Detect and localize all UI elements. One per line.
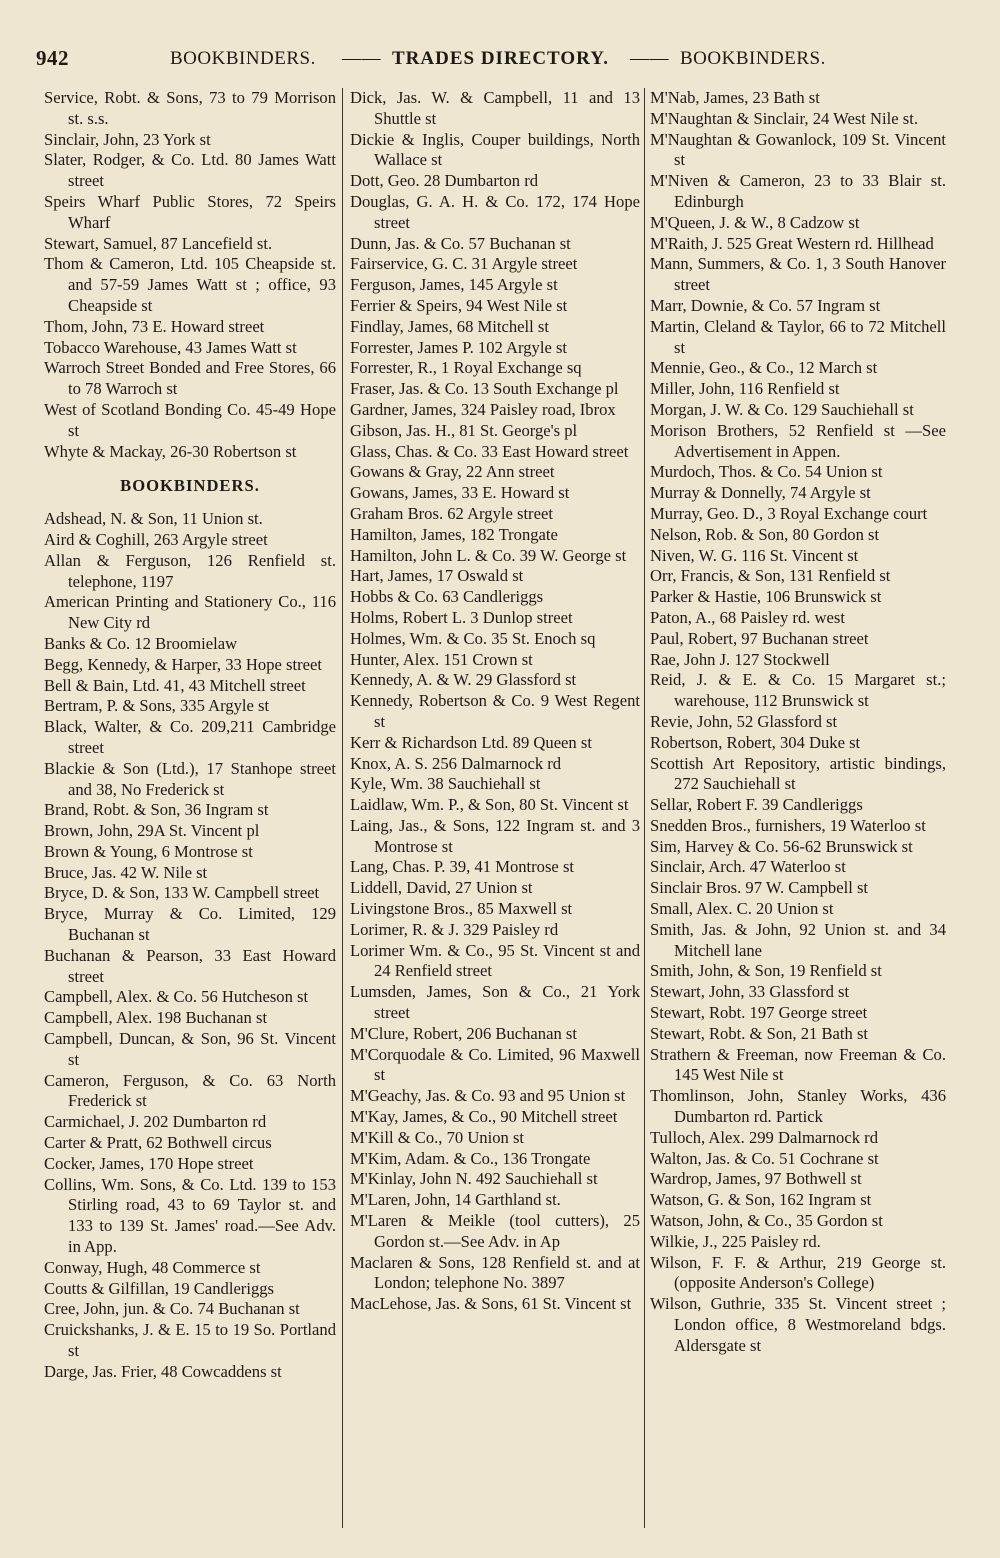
directory-entry: Campbell, Alex. & Co. 56 Hutcheson st: [44, 987, 309, 1007]
directory-entry: Sinclair, John, 23 York st: [44, 129, 211, 149]
directory-entry: Carter & Pratt, 62 Bothwell circus: [44, 1133, 272, 1153]
directory-entry: Knox, A. S. 256 Dalmarnock rd: [350, 753, 562, 773]
page-header: [36, 44, 966, 84]
directory-entry: M'Kill & Co., 70 Union st: [350, 1127, 525, 1147]
directory-entry: Tulloch, Alex. 299 Dalmarnock rd: [650, 1127, 878, 1147]
directory-entry: Thom & Cameron, Ltd. 105 Cheapside st. and 57-59 James Watt st ; office, 93 Cheapside st: [44, 254, 336, 315]
directory-entry: Lumsden, James, Son & Co., 21 York street: [350, 982, 640, 1023]
directory-entry: Dick, Jas. W. & Campbell, 11 and 13 Shuttle st: [350, 88, 640, 128]
header-dash-right: ——: [630, 48, 669, 69]
directory-entry: Graham Bros. 62 Argyle street: [350, 503, 553, 523]
directory-entry: Slater, Rodger, & Co. Ltd. 80 James Watt street: [44, 150, 336, 191]
directory-entry: Hart, James, 17 Oswald st: [350, 566, 524, 586]
directory-entry: Reid, J. & E. & Co. 15 Margaret st.; warehouse, 112 Brunswick st: [650, 670, 946, 711]
directory-entry: Sinclair, Arch. 47 Waterloo st: [650, 857, 846, 877]
directory-entry: Smith, John, & Son, 19 Renfield st: [650, 961, 882, 981]
directory-entry: Conway, Hugh, 48 Commerce st: [44, 1257, 261, 1277]
directory-entry: Watson, John, & Co., 35 Gordon st: [650, 1211, 883, 1231]
directory-entry: Lorimer Wm. & Co., 95 St. Vincent st and 24 Renfield street: [350, 940, 640, 981]
column-3: [650, 88, 946, 1357]
directory-entry: Morgan, J. W. & Co. 129 Sauchiehall st: [650, 399, 914, 419]
directory-entry: Cruickshanks, J. & E. 15 to 19 So. Portland st: [44, 1320, 336, 1361]
directory-entry: M'Clure, Robert, 206 Buchanan st: [350, 1023, 577, 1043]
directory-entry: M'Kim, Adam. & Co., 136 Trongate: [350, 1148, 591, 1168]
directory-entry: Sellar, Robert F. 39 Candleriggs: [650, 795, 863, 815]
directory-entry: Laing, Jas., & Sons, 122 Ingram st. and 3 Montrose st: [350, 815, 640, 856]
directory-entry: Hamilton, John L. & Co. 39 W. George st: [350, 545, 627, 565]
directory-entry: M'Naughtan & Gowanlock, 109 St. Vincent st: [650, 129, 946, 170]
directory-entry: Brand, Robt. & Son, 36 Ingram st: [44, 800, 269, 820]
directory-entry: Dunn, Jas. & Co. 57 Buchanan st: [350, 233, 571, 253]
directory-entry: M'Raith, J. 525 Great Western rd. Hillhead: [650, 233, 934, 253]
directory-entry: Speirs Wharf Public Stores, 72 Speirs Wharf: [44, 191, 336, 232]
directory-entry: M'Laren & Meikle (tool cutters), 25 Gordon st.—See Adv. in Ap: [350, 1211, 640, 1251]
directory-entry: Bryce, Murray & Co. Limited, 129 Buchanan st: [44, 904, 336, 945]
directory-entry: Orr, Francis, & Son, 131 Renfield st: [650, 566, 891, 586]
directory-entry: Cocker, James, 170 Hope street: [44, 1153, 254, 1173]
directory-entry: Smith, Jas. & John, 92 Union st. and 34 Mitchell lane: [650, 919, 946, 960]
directory-entry: M'Kinlay, John N. 492 Sauchiehall st: [350, 1169, 598, 1189]
page-number: 942: [36, 46, 69, 70]
directory-entry: M'Laren, John, 14 Garthland st.: [350, 1190, 561, 1210]
directory-entry: Scottish Art Repository, artistic bindings, 272 Sauchiehall st: [650, 753, 946, 794]
directory-entry: Wardrop, James, 97 Bothwell st: [650, 1169, 862, 1189]
directory-entry: Thomlinson, John, Stanley Works, 436 Dumbarton rd. Partick: [650, 1086, 946, 1127]
directory-entry: Mennie, Geo., & Co., 12 March st: [650, 358, 878, 378]
directory-entry: Strathern & Freeman, now Freeman & Co. 145 West Nile st: [650, 1044, 946, 1085]
directory-entry: Bell & Bain, Ltd. 41, 43 Mitchell street: [44, 675, 306, 695]
directory-entry: Cameron, Ferguson, & Co. 63 North Frederick st: [44, 1070, 336, 1111]
directory-entry: Marr, Downie, & Co. 57 Ingram st: [650, 295, 881, 315]
directory-entry: Walton, Jas. & Co. 51 Cochrane st: [650, 1148, 879, 1168]
column-1-pre-section-list: [44, 88, 336, 462]
directory-entry: Murdoch, Thos. & Co. 54 Union st: [650, 462, 883, 482]
directory-entry: Black, Walter, & Co. 209,211 Cambridge street: [44, 717, 336, 757]
directory-entry: Fraser, Jas. & Co. 13 South Exchange pl: [350, 379, 619, 399]
directory-entry: M'Naughtan & Sinclair, 24 West Nile st.: [650, 108, 918, 128]
directory-entry: Campbell, Alex. 198 Buchanan st: [44, 1008, 268, 1028]
directory-entry: Holmes, Wm. & Co. 35 St. Enoch sq: [350, 628, 596, 648]
column-3-list: [650, 88, 946, 1357]
directory-entry: Lorimer, R. & J. 329 Paisley rd: [350, 919, 559, 939]
directory-entry: Miller, John, 116 Renfield st: [650, 379, 840, 399]
directory-entry: M'Queen, J. & W., 8 Cadzow st: [650, 212, 860, 232]
header-dash-left: ——: [342, 48, 381, 69]
directory-entry: M'Kay, James, & Co., 90 Mitchell street: [350, 1107, 618, 1127]
directory-entry: Adshead, N. & Son, 11 Union st.: [44, 509, 263, 529]
directory-entry: Bertram, P. & Sons, 335 Argyle st: [44, 696, 270, 716]
directory-entry: Wilson, F. F. & Arthur, 219 George st. (opposite Anderson's College): [650, 1252, 946, 1293]
directory-entry: Sim, Harvey & Co. 56-62 Brunswick st: [650, 836, 913, 856]
directory-entry: Forrester, James P. 102 Argyle st: [350, 337, 568, 357]
directory-entry: Aird & Coghill, 263 Argyle street: [44, 529, 268, 549]
directory-entry: Thom, John, 73 E. Howard street: [44, 316, 265, 336]
directory-entry: Allan & Ferguson, 126 Renfield st. telephone, 1197: [44, 550, 336, 591]
directory-entry: Hamilton, James, 182 Trongate: [350, 524, 558, 544]
directory-entry: Gowans, James, 33 E. Howard st: [350, 483, 570, 503]
directory-entry: Kennedy, Robertson & Co. 9 West Regent st: [350, 691, 640, 731]
directory-entry: Niven, W. G. 116 St. Vincent st: [650, 545, 859, 565]
header-right-title: BOOKBINDERS.: [680, 48, 826, 69]
column-1: [44, 88, 336, 1383]
directory-entry: Coutts & Gilfillan, 19 Candleriggs: [44, 1278, 274, 1298]
directory-entry: Murray, Geo. D., 3 Royal Exchange court: [650, 503, 928, 523]
directory-entry: Small, Alex. C. 20 Union st: [650, 899, 834, 919]
directory-entry: Brown, John, 29A St. Vincent pl: [44, 821, 260, 841]
directory-entry: Stewart, Samuel, 87 Lancefield st.: [44, 233, 273, 253]
column-divider-1: [342, 88, 343, 1528]
header-left-title: BOOKBINDERS.: [170, 48, 316, 69]
directory-entry: American Printing and Stationery Co., 116 New City rd: [44, 592, 336, 633]
directory-entry: Mann, Summers, & Co. 1, 3 South Hanover street: [650, 254, 946, 295]
directory-entry: Blackie & Son (Ltd.), 17 Stanhope street and 38, No Frederick st: [44, 758, 336, 799]
directory-entry: Morison Brothers, 52 Renfield st —See Advertisement in Appen.: [650, 420, 946, 461]
directory-entry: Paton, A., 68 Paisley rd. west: [650, 607, 845, 627]
directory-entry: West of Scotland Bonding Co. 45-49 Hope st: [44, 399, 336, 440]
directory-entry: Warroch Street Bonded and Free Stores, 66 to 78 Warroch st: [44, 358, 336, 399]
directory-entry: Robertson, Robert, 304 Duke st: [650, 732, 861, 752]
directory-entry: Maclaren & Sons, 128 Renfield st. and at London; telephone No. 3897: [350, 1252, 640, 1293]
directory-entry: Martin, Cleland & Taylor, 66 to 72 Mitchell st: [650, 316, 946, 357]
directory-entry: Kyle, Wm. 38 Sauchiehall st: [350, 774, 541, 794]
directory-entry: Glass, Chas. & Co. 33 East Howard street: [350, 441, 629, 461]
directory-entry: Banks & Co. 12 Broomielaw: [44, 633, 238, 653]
directory-entry: Ferguson, James, 145 Argyle st: [350, 275, 558, 295]
directory-entry: Dickie & Inglis, Couper buildings, North Wallace st: [350, 129, 640, 170]
directory-entry: M'Geachy, Jas. & Co. 93 and 95 Union st: [350, 1086, 626, 1106]
directory-entry: Watson, G. & Son, 162 Ingram st: [650, 1190, 872, 1210]
directory-entry: Dott, Geo. 28 Dumbarton rd: [350, 171, 539, 191]
directory-entry: Bruce, Jas. 42 W. Nile st: [44, 862, 208, 882]
directory-entry: Campbell, Duncan, & Son, 96 St. Vincent st: [44, 1029, 336, 1069]
directory-entry: Revie, John, 52 Glassford st: [650, 711, 838, 731]
directory-entry: Findlay, James, 68 Mitchell st: [350, 316, 549, 336]
directory-entry: Liddell, David, 27 Union st: [350, 878, 533, 898]
directory-entry: Gowans & Gray, 22 Ann street: [350, 462, 555, 482]
directory-entry: Nelson, Rob. & Son, 80 Gordon st: [650, 524, 880, 544]
directory-entry: Carmichael, J. 202 Dumbarton rd: [44, 1112, 267, 1132]
directory-entry: Brown & Young, 6 Montrose st: [44, 841, 253, 861]
directory-entry: Stewart, John, 33 Glassford st: [650, 982, 850, 1002]
section-heading: BOOKBINDERS.: [120, 476, 260, 496]
directory-entry: Kennedy, A. & W. 29 Glassford st: [350, 670, 577, 690]
directory-entry: Lang, Chas. P. 39, 41 Montrose st: [350, 857, 575, 877]
directory-entry: Fairservice, G. C. 31 Argyle street: [350, 254, 578, 274]
directory-entry: Douglas, G. A. H. & Co. 172, 174 Hope street: [350, 191, 640, 232]
directory-entry: Kerr & Richardson Ltd. 89 Queen st: [350, 732, 592, 752]
directory-entry: Forrester, R., 1 Royal Exchange sq: [350, 358, 582, 378]
directory-entry: Parker & Hastie, 106 Brunswick st: [650, 587, 882, 607]
directory-entry: Bryce, D. & Son, 133 W. Campbell street: [44, 883, 320, 903]
directory-entry: Gibson, Jas. H., 81 St. George's pl: [350, 420, 578, 440]
directory-entry: M'Niven & Cameron, 23 to 33 Blair st. Edinburgh: [650, 171, 946, 211]
directory-entry: Begg, Kennedy, & Harper, 33 Hope street: [44, 654, 322, 674]
directory-entry: Ferrier & Speirs, 94 West Nile st: [350, 295, 568, 315]
directory-entry: Gardner, James, 324 Paisley road, Ibrox: [350, 399, 616, 419]
header-center-title: TRADES DIRECTORY.: [392, 48, 609, 69]
directory-entry: Wilkie, J., 225 Paisley rd.: [650, 1231, 821, 1251]
directory-entry: Hunter, Alex. 151 Crown st: [350, 649, 533, 669]
directory-entry: Whyte & Mackay, 26-30 Robertson st: [44, 441, 297, 461]
directory-entry: Wilson, Guthrie, 335 St. Vincent street ; London office, 8 Westmoreland bdgs. Aldersgate st: [650, 1294, 946, 1355]
directory-entry: MacLehose, Jas. & Sons, 61 St. Vincent st: [350, 1294, 632, 1314]
directory-entry: Rae, John J. 127 Stockwell: [650, 649, 830, 669]
directory-entry: Paul, Robert, 97 Buchanan street: [650, 628, 869, 648]
directory-entry: Darge, Jas. Frier, 48 Cowcaddens st: [44, 1361, 282, 1381]
directory-entry: Stewart, Robt. 197 George street: [650, 1003, 868, 1023]
directory-entry: M'Corquodale & Co. Limited, 96 Maxwell st: [350, 1044, 640, 1085]
directory-entry: Tobacco Warehouse, 43 James Watt st: [44, 337, 297, 357]
directory-entry: Livingstone Bros., 85 Maxwell st: [350, 899, 573, 919]
column-2-list: [350, 88, 640, 1315]
directory-entry: Cree, John, jun. & Co. 74 Buchanan st: [44, 1299, 300, 1319]
directory-entry: Holms, Robert L. 3 Dunlop street: [350, 607, 573, 627]
directory-entry: Service, Robt. & Sons, 73 to 79 Morrison st. s.s.: [44, 88, 336, 128]
directory-entry: Buchanan & Pearson, 33 East Howard street: [44, 945, 336, 986]
directory-entry: Laidlaw, Wm. P., & Son, 80 St. Vincent st: [350, 795, 629, 815]
directory-entry: Sinclair Bros. 97 W. Campbell st: [650, 878, 869, 898]
directory-entry: Collins, Wm. Sons, & Co. Ltd. 139 to 153 Stirling road, 43 to 69 Taylor st. and 133 to 139 St. James' road.—See Adv. in App.: [44, 1174, 336, 1257]
column-2: [350, 88, 640, 1315]
column-1-bookbinders-list: [44, 509, 336, 1382]
directory-entry: Snedden Bros., furnishers, 19 Waterloo st: [650, 815, 926, 835]
directory-entry: Murray & Donnelly, 74 Argyle st: [650, 483, 871, 503]
directory-entry: Stewart, Robt. & Son, 21 Bath st: [650, 1023, 869, 1043]
directory-entry: M'Nab, James, 23 Bath st: [650, 88, 820, 107]
column-divider-2: [644, 88, 645, 1528]
directory-entry: Hobbs & Co. 63 Candleriggs: [350, 587, 544, 607]
